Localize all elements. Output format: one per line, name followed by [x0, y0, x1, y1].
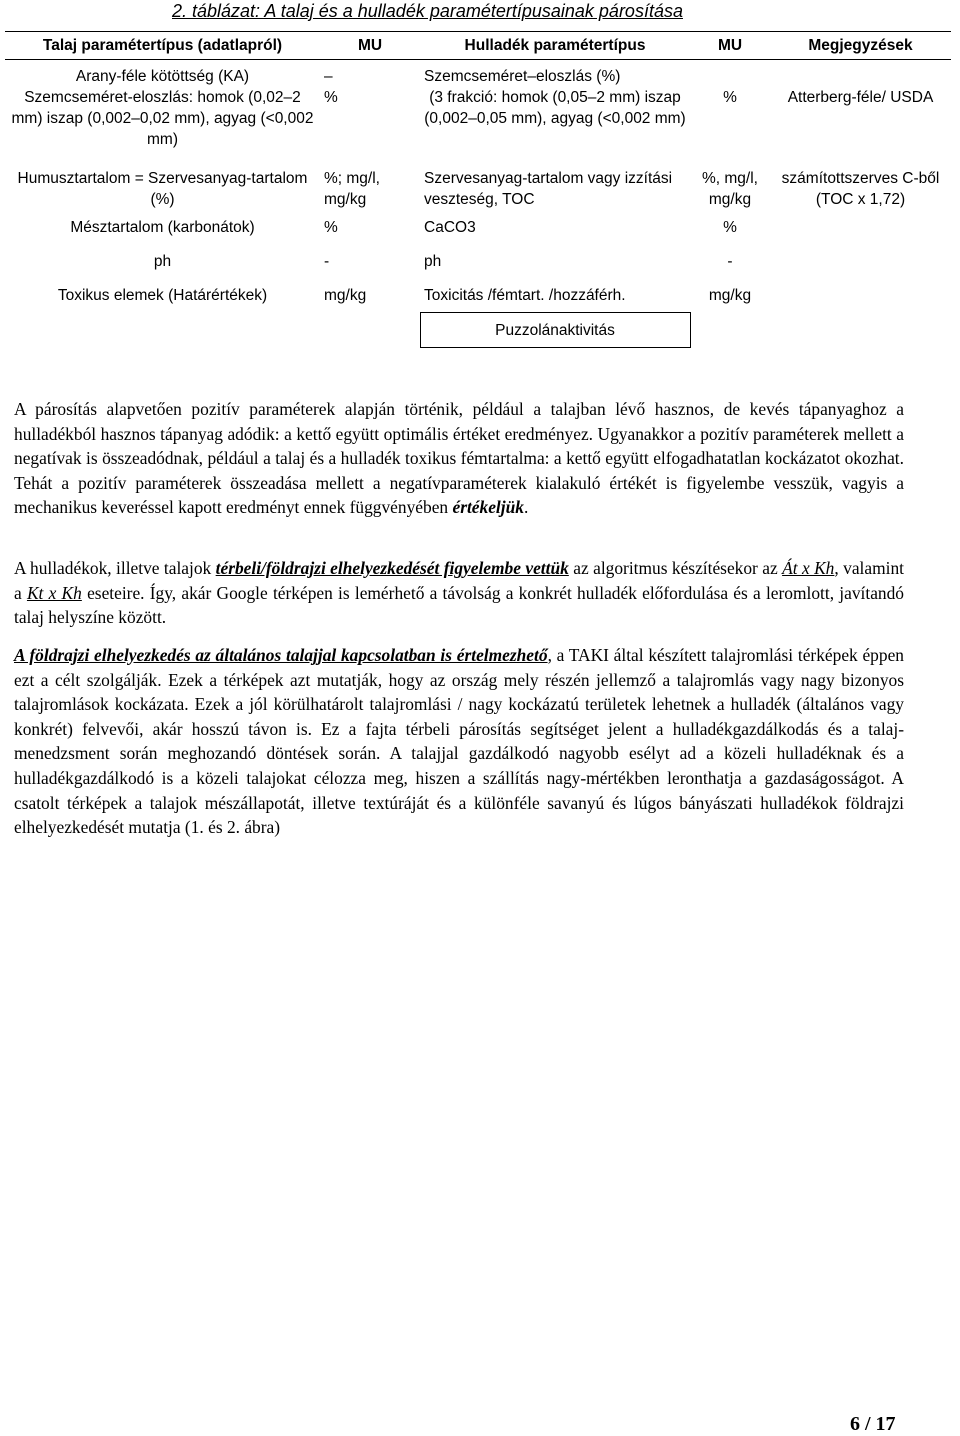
soil-mu: – [324, 68, 333, 85]
soil-param: ph [153, 252, 172, 270]
table-row [5, 60, 951, 88]
waste-param: (3 frakció: homok (0,05–2 mm) iszap (0,002–0,05 mm), agyag (<0,002 mm) [424, 89, 686, 127]
header-notes: Megjegyzések [770, 32, 951, 60]
page-number: 6 / 17 [850, 1413, 896, 1435]
soil-param: Mésztartalom (karbonátok) [70, 218, 255, 236]
emphasis: térbeli/földrajzi elhelyezkedését figyelembe vettük [215, 558, 569, 578]
soil-mu: %; mg/l, mg/kg [324, 170, 380, 208]
text: , a TAKI által készített talajromlási térképek éppen ezt a célt szolgálják. Ezek a térképek azt mutatják, hogy az ország mely részén jellemző a talajromlás vagy nagy bizonyos talajromlások kockázata. Ezek a jól körülhatárolt talajromlási / nagy kockázatú területek lehetnek a hulladék (általános vagy konkrét) felvevői, akár hosszú távon is. Ez a fajta térbeli párosítás segítséget jelent a hulladékgazdálkodás és a talaj-menedzsment során meghozandó döntések során. A talajjal gazdálkodó nagyobb esélyt ad a közeli hulladéknak és a hulladékgazdálkodó is a közeli talajokat célozza meg, hiszen a szállítás nagy-mértékben leronthatja a gazdaságosságot. A csatolt térképek a talajok mészállapotát, illetve textúráját és a különféle savanyú és lúgos bányászati hulladékok földrajzi elhelyezkedését mutatja (1. és 2. ábra) [14, 645, 904, 838]
note [770, 210, 951, 244]
table-row [5, 278, 951, 313]
note [770, 244, 951, 278]
soil-mu: mg/kg [324, 286, 367, 304]
text: A párosítás alapvetően pozitív paraméterek alapján történik, például a talajban lévő hasznos, de kevés tápanyaghoz a hulladékból hasznos tápanyag adódik: a kettő együtt optimális értéket eredményez. Ugyanakkor a pozitív paraméterek mellett a negatívak is összeadódnak, például a talaj és a hulladék toxikus fémtartalma: a kettő együtt elfogadhatatlan kockázatot okozhat. Tehát a pozitív paraméterek összeadása mellett a negatívparaméterek kialakuló értékét is figyelembe vesszük, vagyis a mechanikus keveréssel kapott eredményt ennek függvényében [14, 399, 904, 518]
table-row [5, 150, 951, 210]
table-header-row [5, 32, 951, 60]
emphasis: Át x Kh [782, 558, 835, 578]
note: számítottszerves C-ből (TOC x 1,72) [781, 170, 940, 208]
table-row [5, 313, 951, 348]
header-waste-type: Hulladék paramétertípus [420, 32, 690, 60]
waste-mu: % [723, 218, 737, 236]
caption-text: 2. táblázat: A talaj és a hulladék paramétertípusainak párosítása [172, 1, 683, 21]
waste-mu: %, mg/l, mg/kg [702, 170, 758, 208]
soil-param: Toxikus elemek (Határértékek) [57, 286, 268, 304]
soil-param: Humusztartalom = Szervesanyag-tartalom (%) [17, 170, 308, 208]
text: A hulladékok, illetve talajok [14, 558, 216, 578]
waste-param: Puzzolánaktivitás [420, 313, 690, 348]
paragraph-pairing-principle [14, 397, 904, 520]
paragraph-spatial-location [14, 556, 904, 630]
soil-mu: - [324, 252, 330, 270]
soil-mu: % [324, 89, 338, 106]
waste-mu [690, 313, 770, 348]
waste-mu: - [727, 252, 733, 270]
soil-param: Arany-féle kötöttség (KA) [75, 68, 250, 85]
paragraph-geographic-maps [14, 643, 904, 840]
parameter-pairing-table [5, 31, 951, 348]
text: . [523, 497, 529, 518]
note [770, 278, 951, 313]
note [770, 313, 951, 348]
soil-mu [320, 313, 420, 348]
soil-param [5, 313, 320, 348]
table-row [5, 87, 951, 150]
waste-mu: % [723, 89, 737, 106]
note: Atterberg-féle/ USDA [787, 89, 934, 106]
waste-param: Szervesanyag-tartalom vagy izzítási veszteség, TOC [424, 170, 673, 208]
waste-param: Szemcseméret–eloszlás (%) [424, 68, 621, 85]
waste-mu: mg/kg [708, 286, 752, 304]
waste-param: Toxicitás /fémtart. /hozzáférh. [424, 286, 626, 304]
header-soil-type: Talaj paramétertípus (adatlapról) [5, 32, 320, 60]
soil-param: Szemcseméret-eloszlás: homok (0,02–2 mm) iszap (0,002–0,02 mm), agyag (<0,002 mm) [11, 89, 314, 148]
header-waste-mu: MU [690, 32, 770, 60]
soil-mu: % [324, 218, 338, 236]
note [770, 60, 951, 88]
table-row [5, 210, 951, 244]
emphasis: Kt x Kh [26, 582, 82, 603]
text: , valamint a [14, 558, 904, 603]
waste-mu [690, 60, 770, 88]
waste-param: ph [424, 252, 442, 270]
text: eseteire. Így, akár Google térképen is lemérhető a távolság a konkrét hulladék előfordulása és a leromlott, javítandó talaj helyszíne között. [14, 582, 904, 628]
waste-param: CaCO3 [424, 218, 476, 236]
emphasis: értékeljük [452, 497, 524, 518]
text: az algoritmus készítésekor az [568, 558, 783, 578]
table-row [5, 244, 951, 278]
header-soil-mu: MU [320, 32, 420, 60]
emphasis: A földrajzi elhelyezkedés az általános talajjal kapcsolatban is értelmezhető [14, 645, 548, 665]
table-caption [172, 0, 683, 22]
